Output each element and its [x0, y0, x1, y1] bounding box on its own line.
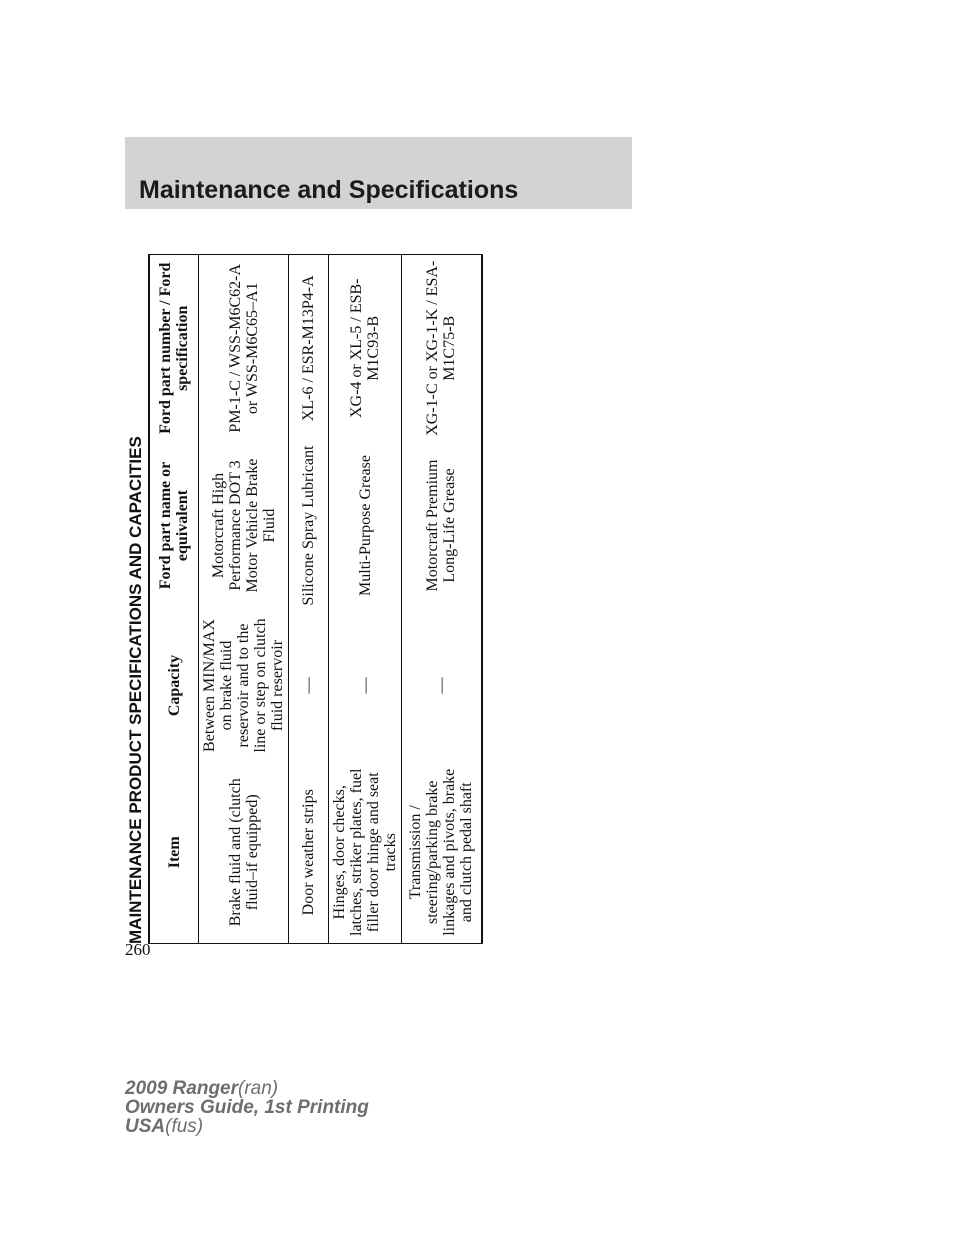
cell-item: Brake fluid and (clutch fluid–if equipped)	[199, 762, 289, 944]
column-header-part-number: Ford part number / Ford specification	[149, 255, 199, 442]
footer-line-edition	[125, 1098, 369, 1117]
footer-market: USA	[125, 1116, 166, 1137]
cell-capacity: —	[402, 610, 482, 762]
table-row	[289, 255, 329, 944]
rotated-spec-table-region	[124, 214, 476, 944]
footer-line-market	[125, 1117, 369, 1136]
section-title: Maintenance and Specifications	[139, 176, 519, 204]
cell-part-number: XG-1-C or XG-1-K / ESA-M1C75-B	[402, 255, 482, 442]
cell-part-number: PM-1-C / WSS-M6C62-A or WSS-M6C65–A1	[199, 255, 289, 442]
print-footer	[125, 1079, 369, 1136]
page-number: 260	[125, 940, 151, 959]
table-header-row	[149, 255, 199, 944]
cell-capacity: —	[329, 610, 402, 762]
cell-capacity: —	[289, 610, 329, 762]
table-row	[329, 255, 402, 944]
table-row	[199, 255, 289, 944]
table-row	[402, 255, 482, 944]
column-header-item: Item	[149, 762, 199, 944]
cell-item: Door weather strips	[289, 762, 329, 944]
cell-part-number: XL-6 / ESR-M13P4-A	[289, 255, 329, 442]
column-header-capacity: Capacity	[149, 610, 199, 762]
cell-part-name: Multi-Purpose Grease	[329, 442, 402, 610]
section-header-band	[125, 137, 632, 209]
cell-part-number: XG-4 or XL-5 / ESB-M1C93-B	[329, 255, 402, 442]
cell-part-name: Silicone Spray Lubricant	[289, 442, 329, 610]
cell-part-name: Motorcraft Premium Long-Life Grease	[402, 442, 482, 610]
footer-model-code: (ran)	[238, 1078, 279, 1099]
cell-capacity: Between MIN/MAX on brake fluid reservoir and to the line or step on clutch fluid reservoir	[199, 610, 289, 762]
column-header-part-name: Ford part name or equivalent	[149, 442, 199, 610]
table-title: MAINTENANCE PRODUCT SPECIFICATIONS AND CAPACITIES	[126, 436, 145, 944]
footer-market-code: (fus)	[165, 1116, 204, 1137]
footer-edition: Owners Guide, 1st Printing	[125, 1097, 369, 1118]
footer-line-model	[125, 1079, 369, 1098]
cell-part-name: Motorcraft High Performance DOT 3 Motor Vehicle Brake Fluid	[199, 442, 289, 610]
cell-item: Transmission / steering/parking brake linkages and pivots, brake and clutch pedal shaft	[402, 762, 482, 944]
cell-item: Hinges, door checks, latches, striker plates, fuel filler door hinge and seat tracks	[329, 762, 402, 944]
footer-model: 2009 Ranger	[125, 1078, 239, 1099]
spec-table	[148, 254, 483, 944]
